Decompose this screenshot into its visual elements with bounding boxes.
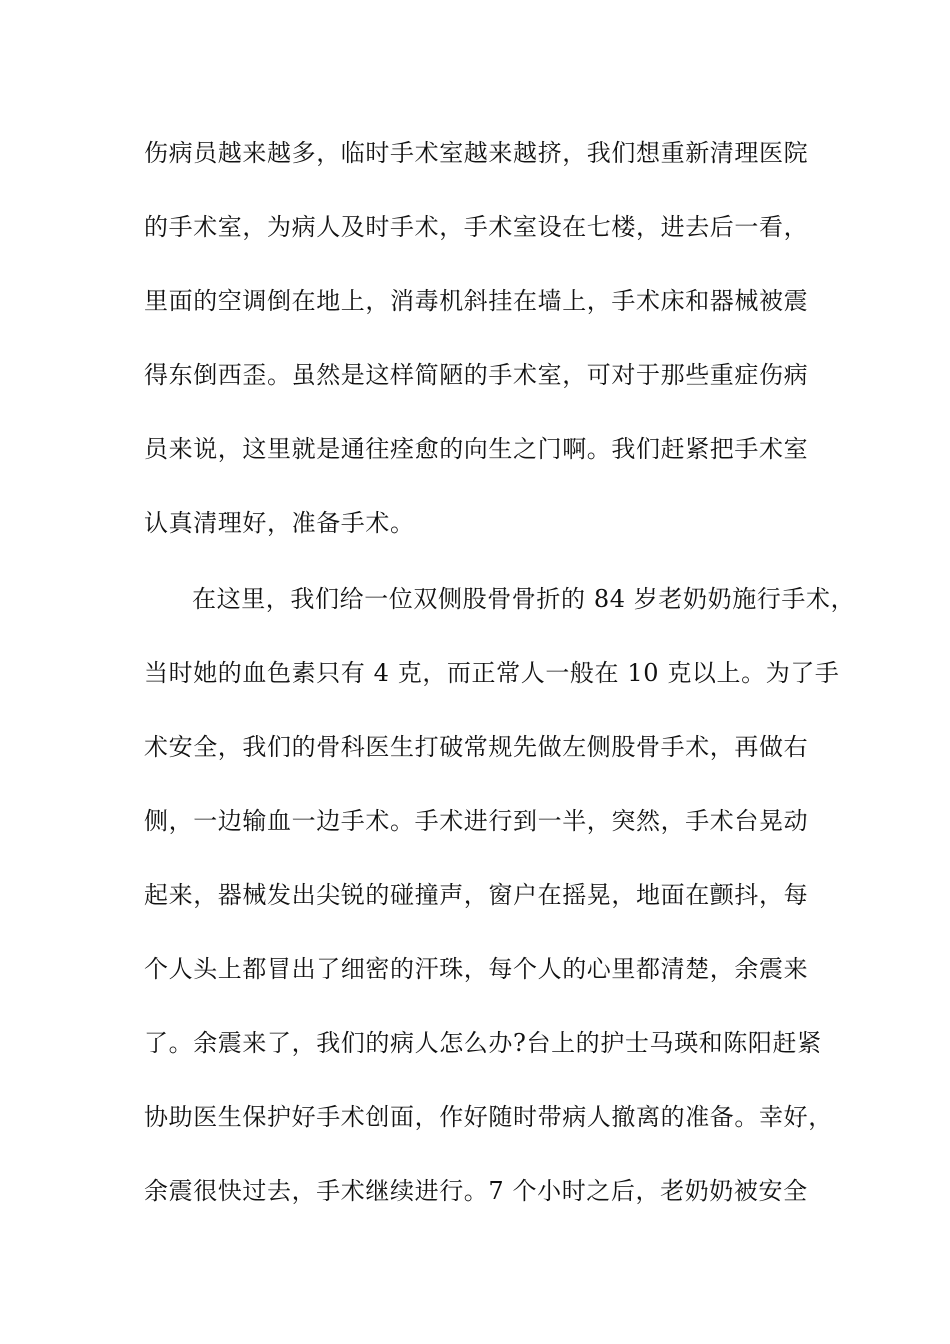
- text-line: 起来，器械发出尖锐的碰撞声，窗户在摇晃，地面在颤抖，每: [144, 881, 809, 909]
- text-line: 个人头上都冒出了细密的汗珠，每个人的心里都清楚，余震来: [144, 955, 809, 983]
- text-line: 里面的空调倒在地上，消毒机斜挂在墙上，手术床和器械被震: [144, 287, 809, 315]
- text-line: 余震很快过去，手术继续进行。7 个小时之后，老奶奶被安全: [144, 1177, 808, 1205]
- text-line: 的手术室，为病人及时手术，手术室设在七楼，进去后一看，: [144, 213, 809, 241]
- text-line: 伤病员越来越多，临时手术室越来越挤，我们想重新清理医院: [144, 139, 809, 167]
- text-line: 术安全，我们的骨科医生打破常规先做左侧股骨手术，再做右: [144, 733, 809, 761]
- text-line: 得东倒西歪。虽然是这样简陋的手术室，可对于那些重症伤病: [144, 361, 809, 389]
- text-line: 侧，一边输血一边手术。手术进行到一半，突然，手术台晃动: [144, 807, 809, 835]
- text-line: 了。余震来了，我们的病人怎么办?台上的护士马瑛和陈阳赶紧: [144, 1029, 822, 1057]
- text-line: 协助医生保护好手术创面，作好随时带病人撤离的准备。幸好，: [144, 1103, 833, 1131]
- text-line: 认真清理好，准备手术。: [144, 509, 415, 537]
- text-line: 当时她的血色素只有 4 克，而正常人一般在 10 克以上。为了手: [144, 659, 840, 687]
- text-line: 员来说，这里就是通往痊愈的向生之门啊。我们赶紧把手术室: [144, 435, 809, 463]
- text-line: 在这里，我们给一位双侧股骨骨折的 84 岁老奶奶施行手术，: [192, 585, 856, 613]
